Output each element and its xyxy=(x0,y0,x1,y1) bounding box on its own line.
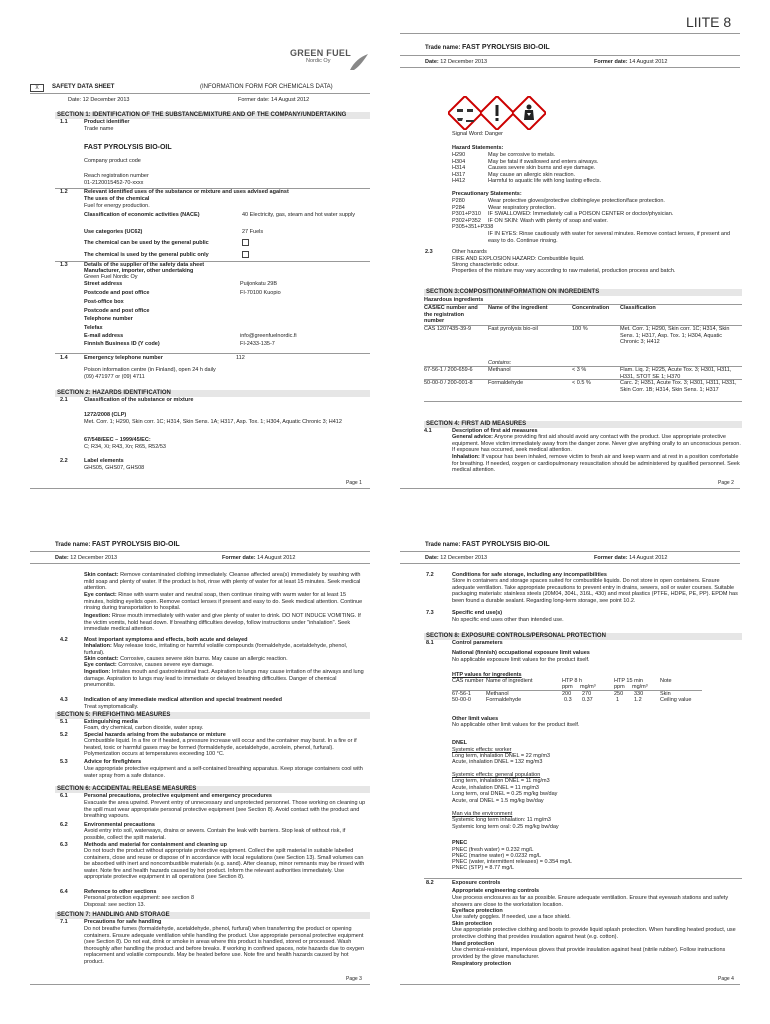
field-label: Manufacturer, importer, other undertaking xyxy=(84,268,194,274)
page-number: Page 3 xyxy=(346,976,362,982)
other-hazard: Strong characteristic odour. xyxy=(452,262,519,268)
field-label: Finnish Business ID (Y code) xyxy=(84,341,160,347)
para-text: Remove contaminated clothing immediately. Cleanse affected area(s) immediately by washing with mild soap and plenty of water. If the product is hot, rinse with plenty of water for at least 15 minutes. Seek medical attention. xyxy=(84,572,361,592)
bold-lead: Skin contact: xyxy=(84,572,119,578)
liite-label: LIITE 8 xyxy=(686,14,732,30)
bold-lead: Inhalation: xyxy=(84,643,112,649)
bold-lead: Eye contact: xyxy=(84,592,117,598)
para-text: Avoid entry into soil, waterways, drains or sewers. Contain the leak with barriers. Stop leak of without risk, if possible, collect the spilt material. xyxy=(84,828,346,841)
section-num: 6.3 xyxy=(60,842,68,848)
hazard-text: May be corrosive to metals. xyxy=(488,152,556,158)
field-value: FI-70100 Kuopio xyxy=(240,290,281,296)
section-num: 1.2 xyxy=(60,189,68,195)
para-text: PNEC (fresh water) = 0.232 mg/L xyxy=(452,847,534,853)
section-label: Other hazards xyxy=(452,249,487,255)
section-num: 4.3 xyxy=(60,697,68,703)
bold-lead: Ingestion: xyxy=(84,613,111,619)
para-text: Anyone providing first aid should avoid any contact with the product. Use appropriate protective equipment. Move victim immediately away from the danger zone. Never give anything orally to an unconscious person. If exposure has occurred, seek medical attention. xyxy=(452,434,741,454)
field-label: National (finnish) occupational exposure limit values xyxy=(452,650,590,656)
section-num: 4.1 xyxy=(424,428,432,434)
para-text: Acute, inhalation DNEL = 132 mg/m3 xyxy=(452,759,543,765)
para-text: Corrosive, causes severe skin burns. May cause an allergic reaction. xyxy=(120,656,288,662)
unit-ppm: ppm xyxy=(562,684,573,690)
section-num: 5.1 xyxy=(60,719,68,725)
table-cell: Methanol xyxy=(486,691,509,697)
precautionary-title: Precautionary Statements: xyxy=(452,191,522,197)
precaution-text: IF ON SKIN: Wash with plenty of soap and water. xyxy=(488,217,608,224)
section-label: Conditions for safe storage, including any incompatibilities xyxy=(452,572,607,578)
section-label: Environmental precautions xyxy=(84,822,155,828)
sym-eye xyxy=(84,662,368,669)
para-text: PNEC (STP) = 8.77 mg/L xyxy=(452,865,514,871)
field-label: The uses of the chemical xyxy=(84,196,150,202)
section-num: 7.2 xyxy=(426,572,434,578)
hazardous-ingredients-title: Hazardous ingredients xyxy=(424,297,484,303)
former-value: 14 August 2012 xyxy=(629,59,668,65)
table-cell: 50-00-0 / 200-001-8 xyxy=(424,380,473,386)
section1-header: SECTION 1: IDENTIFICATION OF THE SUBSTANCE/MIXTURE AND OF THE COMPANY/UNDERTAKING xyxy=(55,112,370,119)
section-num: 2.2 xyxy=(60,458,68,464)
htp-table-title: HTP values for ingredients xyxy=(452,672,522,678)
field-label: Other limit values xyxy=(452,716,499,722)
fa-ingestion xyxy=(84,613,368,633)
sds-row xyxy=(30,84,44,92)
field-value: Poison information centre (in Finland), open 24 h daily xyxy=(84,367,216,373)
th-cas: CAS/EC number and the registration number xyxy=(424,305,478,325)
fa-skin xyxy=(84,572,368,592)
section-label: Advice for firefighters xyxy=(84,759,142,765)
table-cell: 50-00-0 xyxy=(452,697,471,703)
field-label: 67/548/EEC – 1999/45/EC: xyxy=(84,437,151,443)
product-name: FAST PYROLYSIS BIO-OIL xyxy=(84,144,172,151)
section-label: Precautions for safe handling xyxy=(84,919,162,925)
first-aid-general xyxy=(452,434,742,454)
bold-lead: Eye contact: xyxy=(84,662,117,668)
para-text: Systemic long term oral: 0.25 mg/kg bw/day xyxy=(452,824,559,830)
emergency-number: 112 xyxy=(236,355,245,361)
former-label: Former date: xyxy=(594,59,628,65)
para-text: Long term, oral DNEL = 0.25 mg/kg bw/day xyxy=(452,791,558,797)
section-label: Specific end use(s) xyxy=(452,610,503,616)
para-text: Acute, oral DNEL = 1.5 mg/kg bw/day xyxy=(452,798,544,804)
para-text: Foam, dry chemical, carbon dioxide, water spray. xyxy=(84,725,204,731)
section-label: Details of the supplier of the safety data sheet xyxy=(84,262,205,268)
table-cell: 0.37 xyxy=(582,697,593,703)
para-text: No specific end uses other than intended use. xyxy=(452,617,564,623)
para-text: Irritates mouth and gastrointestinal tract. Aspiration to lungs may cause irritation of the airways and lung damage. Aspiration to lungs may lead to immediate or delayed breathing difficulties. Danger of chemical pneumonitis. xyxy=(84,669,364,689)
section-num: 5.3 xyxy=(60,759,68,765)
para-text: Do not touch the product without appropriate protective equipment. Collect the spilt material in suitable labelled containers, close and reuse or dispose of in accordance with local regulations (see Section 13). Small volumes can be absorbed with inert and noncombustible materials (e.g. sand). After cleanup, minor remnants may be rinsed with water. Note fire and health hazards caused by hot product. Inform the relevant authorities immediately. Use appropriate protective equipment in all operations (see Section 8). xyxy=(84,848,365,881)
dnel-subtitle: Systemic effects: general population xyxy=(452,772,541,778)
page-number: Page 2 xyxy=(718,480,734,486)
bold-lead: General advice: xyxy=(452,434,493,440)
field-value: GHS05, GHS07, GHS08 xyxy=(84,465,145,471)
para-text: Do not breathe fumes (formaldehyde, acetaldehyde, phenol, furfural) when transferring the product or opening containers. Ensure adequate ventilation while handling the product. Use appropriate personal protective equipment (see Section 8). Do not eat, drink or smoke in areas where this product is handled, stored or processed. Wash thoroughly after handling the product and before breaks. If working in confined spaces, note hazards due to oxygen replacement and volatile compounds. May be heated before use. Note fire and health hazards caused by hot product. xyxy=(84,926,365,965)
table-cell: 250 xyxy=(614,691,624,697)
para-text: May release toxic, irritating or harmful volatile compounds (formaldehyde, acetaldehyde, phenol, furfural). xyxy=(84,643,348,656)
para-text: If vapour has been inhaled, remove victim to fresh air and keep warm and at rest in a position comfortable for breathing. If needed, oxygen or cardiopulmonary resuscitation should be administered by qualified personnel. Seek medical attention. xyxy=(452,454,740,474)
section-num: 6.1 xyxy=(60,793,68,799)
para-text: PNEC (water, intermittent releases) = 0.354 mg/L xyxy=(452,859,572,865)
precaution-text: Wear respiratory protection. xyxy=(488,204,556,211)
dnel-title: DNEL xyxy=(452,740,467,746)
field-label: Respiratory protection xyxy=(452,961,511,967)
precaution-text: IF SWALLOWED: Immediately call a POISON CENTER or doctor/physician. xyxy=(488,211,674,218)
para-text: No applicable exposure limit values for the product itself. xyxy=(452,657,590,663)
section-num: 1.4 xyxy=(60,355,68,361)
table-cell: 67-56-1 / 200-659-6 xyxy=(424,367,473,373)
field-label: Appropriate engineering controls xyxy=(452,888,540,894)
section7-header: SECTION 7: HANDLING AND STORAGE xyxy=(55,912,370,919)
para-text: Corrosive, causes severe eye damage. xyxy=(118,662,214,668)
precaution-code: P280 xyxy=(452,198,465,204)
hazard-text: May be fatal if swallowed and enters airways. xyxy=(488,158,599,165)
section2-header: SECTION 2: HAZARDS IDENTIFICATION xyxy=(55,390,370,397)
date-row xyxy=(425,555,487,562)
table-cell: Carc. 2; H351, Acute Tox. 3; H301, H311, H331, Skin Corr. 1B; H314, Skin Sens. 1; H317 xyxy=(620,380,737,393)
th-name: Name of ingredient xyxy=(486,678,533,684)
para-text: Use process enclosures as far as possible. Ensure adequate ventilation. Ensure that eyewash stations and safety showers are close to the workstation location. xyxy=(452,895,729,908)
precaution-text: Wear protective gloves/protective clothing/eye protection/face protection. xyxy=(488,198,665,204)
sds-former-date: Former date: 14 August 2012 xyxy=(238,97,310,103)
dnel-subtitle: Systemic effects: worker xyxy=(452,747,512,753)
section-num: 8.2 xyxy=(426,880,434,886)
field-value: FI-2433-135-7 xyxy=(240,341,275,347)
bold-lead: Ingestion: xyxy=(84,669,111,675)
table-cell: Flam. Liq. 2; H225, Acute Tox. 3; H301, H311, H331, STOT SE 1; H370 xyxy=(620,367,732,380)
field-label: Trade name xyxy=(84,126,114,132)
hazard-list xyxy=(452,152,742,185)
former-value: 14 August 2012 xyxy=(629,555,668,561)
hazard-text: May cause an allergic skin reaction. xyxy=(488,171,576,178)
other-hazard: Properties of the mixture may vary according to raw material, production process and batch. xyxy=(452,268,676,274)
sym-ing xyxy=(84,669,368,689)
th-cas: CAS number xyxy=(452,678,484,684)
section-label: Description of first aid measures xyxy=(452,428,538,434)
section-label: Label elements xyxy=(84,458,124,464)
precaution-code: P284 xyxy=(452,204,465,211)
trade-label: Trade name: xyxy=(425,45,461,51)
hazard-statements-title: Hazard Statements: xyxy=(452,145,504,151)
section-num: 5.2 xyxy=(60,732,68,738)
section8-header: SECTION 8: EXPOSURE CONTROLS/PERSONAL PROTECTION xyxy=(424,633,742,640)
green-fuel-logo: GREEN FUEL Nordic Oy xyxy=(290,48,370,72)
para-text: Evacuate the area upwind. Prevent entry of unnecessary and unprotected personnel. Those working on cleaning up the spill must wear appropriate personal protective equipment (see Section 8). Avoid contact with the product and breathing vapours. xyxy=(84,800,366,820)
field-value: 27 Fuels xyxy=(242,229,264,235)
section-label: Emergency telephone number xyxy=(84,355,163,361)
hazard-code: H317 xyxy=(452,171,466,178)
th-htp15: HTP 15 min xyxy=(614,678,643,684)
para-text: PNEC (marine water) = 0.0232 mg/L xyxy=(452,853,542,859)
page-number: Page 4 xyxy=(718,976,734,982)
para-text: Disposal: see section 13. xyxy=(84,902,146,908)
signal-word: Signal Word: Danger xyxy=(452,131,503,137)
table-cell: 100 % xyxy=(572,326,588,332)
field-label: 1272/2008 (CLP) xyxy=(84,412,127,418)
table-cell: 1 xyxy=(616,697,620,703)
section-num: 4.2 xyxy=(60,637,68,643)
date-label: Date: xyxy=(425,59,439,65)
table-cell: < 0.5 % xyxy=(572,380,591,386)
former-row xyxy=(222,555,295,562)
section3-header: SECTION 3:COMPOSITION/INFORMATION ON INGREDIENTS xyxy=(424,289,742,296)
section-num: 2.1 xyxy=(60,397,68,403)
para-text: Personal protection equipment: see section 8 xyxy=(84,895,195,901)
field-label: Telefax xyxy=(84,325,103,331)
sym-inh xyxy=(84,643,368,656)
th-note: Note xyxy=(660,678,672,684)
trade-label: Trade name: xyxy=(425,542,461,548)
para-text: Use appropriate protective equipment and a self-contained breathing apparatus. Keep storage containers cool with water spray from a safe distance. xyxy=(84,766,363,779)
unit-mg: mg/m³ xyxy=(632,684,648,690)
table-cell: 270 xyxy=(582,691,592,697)
section-label: Classification of the substance or mixture xyxy=(84,397,194,403)
para-text: No applicable other limit values for the product itself. xyxy=(452,722,580,728)
section-num: 8.1 xyxy=(426,640,434,646)
section5-header: SECTION 5: FIREFIGHTING MEASURES xyxy=(55,712,370,719)
former-label: Former date: xyxy=(222,555,256,561)
section6-header: SECTION 6: ACCIDENTAL RELEASE MEASURES xyxy=(55,786,370,793)
ghs08-health-hazard-icon xyxy=(512,96,546,130)
para-text: Store in containers and storage spaces suited for combustible liquids. Do not store in open containers. Ensure adequate ventilation. Take appropriate precautions to prevent entry in drains, sewers, soil or water courses. Suitable packaging materials: stainless steels (20M04, 304L, 316L, 430) and most plastics (PTFE, HDPE, PE, PP). EPDM has been found a durable sealant. Regarding long-term storage, see point 10.2. xyxy=(452,578,738,604)
table-cell: Ceiling value xyxy=(660,697,692,703)
date-value: 12 December 2013 xyxy=(440,59,488,65)
para-text: Long term, inhalation DNEL = 22 mg/m3 xyxy=(452,753,551,759)
page-number: Page 1 xyxy=(346,480,362,486)
bold-lead: Skin contact: xyxy=(84,656,119,662)
section-label: Control parameters xyxy=(452,640,503,646)
table-cell: Met. Corr. 1; H290, Skin corr. 1C; H314, Skin Sens. 1; H317, Asp. Tox. 1; H304, Aquatic Chronic 3; H412 xyxy=(620,326,730,346)
para-text: Systemic long term inhalation: 11 mg/m3 xyxy=(452,817,551,823)
table-cell: Fast pyrolysis bio-oil xyxy=(488,326,538,332)
dnel-subtitle: Man via the environment xyxy=(452,811,513,817)
field-label: Street address xyxy=(84,281,123,287)
para-text: Treat symptomatically. xyxy=(84,704,139,710)
section-num: 1.3 xyxy=(60,262,68,268)
hazard-code: H290 xyxy=(452,152,466,158)
field-label: Use categories (UC62) xyxy=(84,229,143,235)
unit-mg: mg/m³ xyxy=(580,684,596,690)
hazard-text: Causes severe skin burns and eye damage. xyxy=(488,165,596,172)
section-label: Reference to other sections xyxy=(84,889,157,895)
table-cell: Formaldehyde xyxy=(486,697,522,703)
section-label: Special hazards arising from the substance or mixture xyxy=(84,732,226,738)
precaution-text: IF IN EYES: Rinse cautiously with water for several minutes. Remove contact lenses, if present and easy to do. Continue rinsing. xyxy=(488,230,731,244)
field-value: (09) 471977 or (09) 4711 xyxy=(84,374,145,380)
hazard-code: H304 xyxy=(452,158,466,165)
hazard-code: H314 xyxy=(452,165,466,172)
section-num: 6.2 xyxy=(60,822,68,828)
trade-name-row xyxy=(425,541,550,549)
unit-ppm: ppm xyxy=(614,684,625,690)
precaution-code: P302+P352 xyxy=(452,217,481,224)
sds-checkbox[interactable]: X xyxy=(30,84,44,92)
precaution-list xyxy=(452,198,742,244)
field-label: E-mail address xyxy=(84,333,124,339)
field-value: Green Fuel Nordic Oy xyxy=(84,274,138,280)
field-label: Reach registration number xyxy=(84,173,149,179)
para-text: Combustible liquid. In a fire or if heated, a pressure increase will occur and the container may burst. In a fire or if heated, toxic or harmful gases may be formed (formaldehyde, acetaldehyde, acrolein, phenol, furfural). Polymerization occurs at temperatures exceeding 100 °C. xyxy=(84,738,357,758)
sds-date: Date: 12 December 2013 xyxy=(68,97,130,103)
section-label: Product identifier xyxy=(84,119,130,125)
field-label: Company product code xyxy=(84,158,141,164)
para-text: Long term, inhalation DNEL = 11 mg/m3 xyxy=(452,778,550,784)
field-label: Eye/face protection xyxy=(452,908,503,914)
date-row xyxy=(425,59,487,66)
th-class: Classification xyxy=(620,305,656,311)
precaution-code: P301+P310 xyxy=(452,211,481,218)
field-value: Met. Corr. 1; H290, Skin corr. 1C; H314, Skin Sens. 1A; H317, Asp. Tox. 1; H304, Aquatic Chronic 3; H412 xyxy=(84,419,342,425)
date-label: Date: xyxy=(55,555,69,561)
para-text: Use chemical-resistant, impervious gloves that provide insulation against heat (nitrile rubber). Follow instructions provided by the glove manufacturer. xyxy=(452,947,726,960)
section-label: Extinguishing media xyxy=(84,719,138,725)
date-value: 12 December 2013 xyxy=(70,555,118,561)
section-label: Relevant identified uses of the substance or mixture and uses advised against xyxy=(84,189,289,195)
table-cell: Skin xyxy=(660,691,671,697)
section-label: Personal precautions, protective equipment and emergency procedures xyxy=(84,793,272,799)
section4-header: SECTION 4: FIRST AID MEASURES xyxy=(424,421,742,428)
field-label: Postcode and post office xyxy=(84,290,150,296)
field-label: The chemical can be used by the general public xyxy=(84,240,209,246)
section-num: 7.1 xyxy=(60,919,68,925)
date-row xyxy=(55,555,117,562)
section-label: Most important symptoms and effects, both acute and delayed xyxy=(84,637,248,643)
general-public-only-checkbox[interactable] xyxy=(242,251,249,258)
former-value: 14 August 2012 xyxy=(257,555,296,561)
table-cell: Formaldehyde xyxy=(488,380,524,386)
first-aid-inhalation xyxy=(452,454,742,474)
precaution-code xyxy=(452,231,488,244)
table-cell: < 3 % xyxy=(572,367,587,373)
th-name: Name of the ingredient xyxy=(488,305,548,311)
section-num: 6.4 xyxy=(60,889,68,895)
former-row xyxy=(594,59,667,66)
trade-name: FAST PYROLYSIS BIO-OIL xyxy=(462,541,550,548)
section-num: 1.1 xyxy=(60,119,68,125)
th-conc: Concentration xyxy=(572,305,610,311)
th-htp8h: HTP 8 h xyxy=(562,678,583,684)
general-public-checkbox[interactable] xyxy=(242,239,249,246)
hazard-text: Harmful to aquatic life with long lasting effects. xyxy=(488,178,602,185)
sds-info: (INFORMATION FORM FOR CHEMICALS DATA) xyxy=(200,84,333,90)
other-hazard: FIRE AND EXPLOSION HAZARD: Combustible liquid. xyxy=(452,256,585,262)
table-cell: 67-56-1 xyxy=(452,691,471,697)
section-label: Indication of any immediate medical attention and special treatment needed xyxy=(84,697,283,703)
date-label: Date: xyxy=(425,555,439,561)
field-label: Skin protection xyxy=(452,921,493,927)
trade-name-row xyxy=(425,44,550,52)
para-text: Use appropriate protective clothing and boots to provide liquid splash protection. When handling heated product, use protective clothing that provides insulation against heat (e.g. cotton). xyxy=(452,927,736,940)
trade-name: FAST PYROLYSIS BIO-OIL xyxy=(462,44,550,51)
section-num: 7.3 xyxy=(426,610,434,616)
former-row xyxy=(594,555,667,562)
date-value: 12 December 2013 xyxy=(440,555,488,561)
table-cell: 330 xyxy=(634,691,644,697)
section-label: Exposure controls xyxy=(452,880,501,886)
field-value: Puijonkatu 29B xyxy=(240,281,277,287)
field-label: Postcode and post office xyxy=(84,308,150,314)
table-cell: 0.3 xyxy=(564,697,572,703)
trade-name: FAST PYROLYSIS BIO-OIL xyxy=(92,541,180,548)
para-text: Use safety goggles. If needed, use a face shield. xyxy=(452,914,571,920)
former-label: Former date: xyxy=(594,555,628,561)
precaution-code: P305+351+P338 xyxy=(452,224,494,231)
section-label: Methods and material for containment and cleaning up xyxy=(84,842,228,848)
fa-eye xyxy=(84,592,368,612)
table-cell: CAS 1207435-39-9 xyxy=(424,326,472,332)
trade-name-row xyxy=(55,541,180,549)
field-label: Hand protection xyxy=(452,941,495,947)
para-text: Rinse mouth immediately with water and give plenty of water to drink. DO NOT INDUCE VOMITING. If the victim vomits, hold head down. If breathing difficulties develop, follow instructions under "inhalation". Seek immediate medical attention. xyxy=(84,613,361,633)
contains-label: Contains: xyxy=(488,360,512,366)
table-cell: Methanol xyxy=(488,367,511,373)
field-value: Fuel for energy production. xyxy=(84,203,150,209)
field-label: Telephone number xyxy=(84,316,133,322)
table-cell: 200 xyxy=(562,691,572,697)
bold-lead: Inhalation: xyxy=(452,454,480,460)
reach-number: 01-2120015452-70-xxxx xyxy=(84,180,144,186)
field-label: The chemical is used by the general public only xyxy=(84,252,209,258)
email-link[interactable]: info@greenfuelnordic.fi xyxy=(240,333,297,339)
hazard-code: H412 xyxy=(452,178,466,185)
section-num: 2.3 xyxy=(425,249,433,255)
table-cell: 1.2 xyxy=(634,697,642,703)
field-value: C; R34, Xi; R43, Xn; R65, R52/53 xyxy=(84,444,166,450)
para-text: Acute, inhalation DNEL = 11 mg/m3 xyxy=(452,785,539,791)
sds-title: SAFETY DATA SHEET xyxy=(52,84,115,90)
trade-label: Trade name: xyxy=(55,542,91,548)
field-label: Classification of economic activities (NACE) xyxy=(84,212,200,218)
para-text: Rinse with warm water and neutral soap, then continue rinsing with warm water for at least 15 minutes, holding eyelids open. Remove contact lenses if present and easy to do. Seek medical attention. Continue rinsing during transportation to hospital. xyxy=(84,592,363,612)
pnec-title: PNEC xyxy=(452,840,468,846)
field-value: 40 Electricity, gas, steam and hot water supply xyxy=(242,212,356,218)
field-label: Post-office box xyxy=(84,299,124,305)
ghs05-corrosion-icon xyxy=(448,96,482,130)
ghs07-exclamation-icon xyxy=(480,96,514,130)
